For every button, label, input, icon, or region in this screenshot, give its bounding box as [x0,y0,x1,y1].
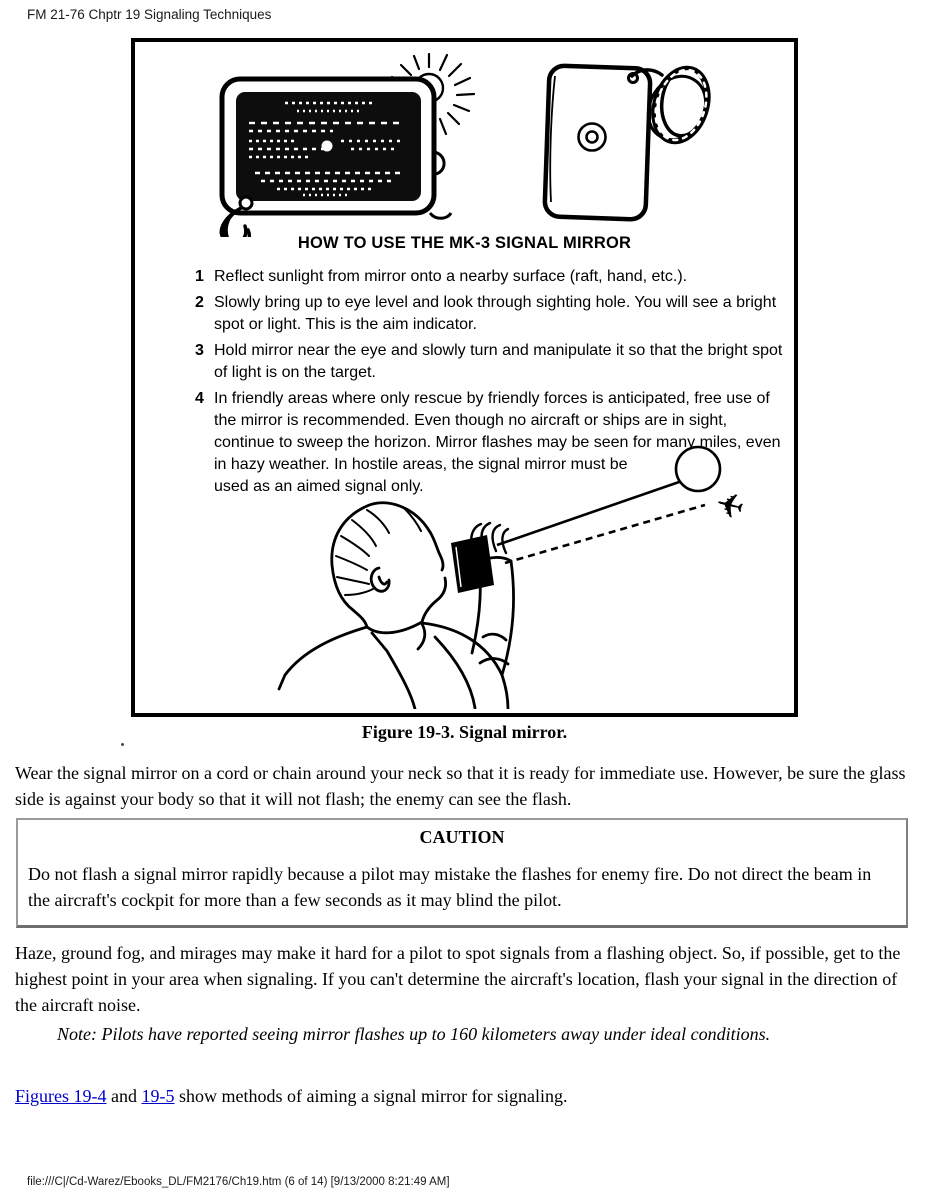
sighting-hole-front [322,141,333,152]
caution-text: Do not flash a signal mirror rapidly because a pilot may mistake the flashes for enemy fire. Do not direct the beam in the aircraft's cockpit for more than a few seconds as it may blind the pilot. [28,864,872,910]
text-wrap-spacer [648,476,783,498]
text-wrap-spacer [623,498,783,520]
step-number: 1 [195,268,204,285]
figures-line-text: show methods of aiming a signal mirror for signaling. [174,1086,568,1106]
file-path-footer: file:///C|/Cd-Warez/Ebooks_DL/FM2176/Ch19.htm (6 of 14) [9/13/2000 8:21:49 AM] [27,1176,450,1188]
signal-mirror-front [221,79,451,237]
aircraft-icon: ✈ [710,483,749,530]
step-item-2 [195,292,783,336]
step-text: Hold mirror near the eye and slowly turn and manipulate it so that the bright spot of light is on the target. [214,342,783,381]
figure-caption: Figure 19-3. Signal mirror. [361,722,568,742]
caution-box [16,818,908,928]
step-number: 2 [195,294,204,311]
step-item-3 [195,340,783,384]
instruction-steps [195,266,783,520]
figure-19-3-box [131,38,798,717]
stray-mark [121,743,124,746]
step-item-4 [195,388,783,498]
step-number: 3 [195,342,204,359]
figures-reference-line [15,1086,567,1107]
paragraph-haze: Haze, ground fog, and mirages may make it hard for a pilot to spot signals from a flashing object. So, if possible, get to the highest point in your area when signaling. If you can't determine the aircraft's location, flash your signal in the direction of the aircraft noise. [15,943,901,1015]
step-text: In friendly areas where only rescue by friendly forces is anticipated, free use of the mirror is recommended. Even though no aircraft or ships are in sight, continue to sweep the horizon. Mirror flashes may be seen for many miles, even in hazy weather. In hostile areas, the signal mirror must be used as an aimed signal only. [214,390,781,495]
paragraph-wear-mirror: Wear the signal mirror on a cord or chain around your neck so that it is ready for immediate use. However, be sure the glass side is against your body so that it will not flash; the enemy can see the flash. [15,763,906,809]
step-item-1 [195,266,783,288]
text-wrap-spacer [658,454,783,476]
figure-instruction-title: HOW TO USE THE MK-3 SIGNAL MIRROR [297,234,632,252]
figure-19-4-link[interactable]: Figures 19-4 [15,1086,107,1106]
text-wrap-spacer [782,388,783,454]
signal-mirror-back [544,61,717,220]
page-header-title: FM 21-76 Chptr 19 Signaling Techniques [27,7,272,22]
step-text: Slowly bring up to eye level and look through sighting hole. You will see a bright spot or light. This is the aim indicator. [214,294,777,333]
figure-19-5-link[interactable]: 19-5 [141,1086,175,1106]
step-text: Reflect sunlight from mirror onto a nearby surface (raft, hand, etc.). [214,268,688,285]
signal-mirror-art [135,42,794,237]
step-number: 4 [195,390,204,407]
caution-title: CAUTION [419,827,505,847]
figures-line-text: and [106,1086,142,1106]
note-pilots: Note: Pilots have reported seeing mirror flashes up to 160 kilometers away under ideal conditions. [57,1024,771,1044]
